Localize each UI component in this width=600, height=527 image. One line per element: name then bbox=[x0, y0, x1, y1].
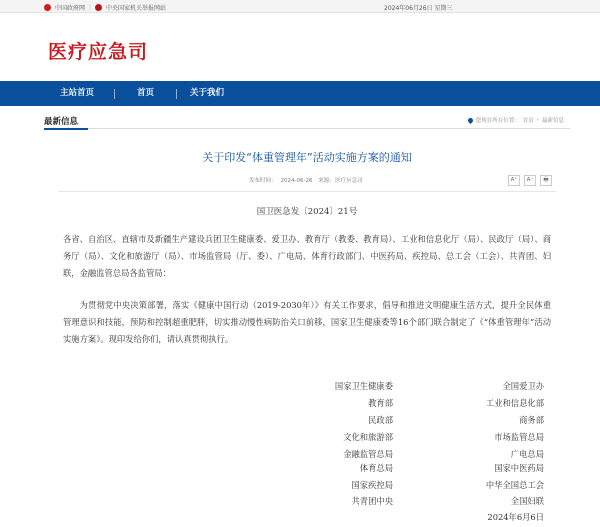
breadcrumb-home[interactable]: 首页 bbox=[522, 118, 534, 124]
font-increase-icon[interactable]: A⁺ bbox=[508, 175, 520, 186]
location-pin-icon bbox=[467, 116, 474, 123]
signatory-right: 全国妇联 bbox=[510, 496, 544, 506]
signatory-right: 工业和信息化部 bbox=[485, 398, 544, 408]
article-title: 关于印发“体重管理年”活动实施方案的通知 bbox=[202, 151, 412, 164]
signatory-right: 国家中医药局 bbox=[494, 463, 544, 473]
article-meta bbox=[249, 176, 367, 184]
source-label: 来源: bbox=[318, 178, 332, 184]
publish-date: 2024-06-26 bbox=[280, 178, 313, 184]
signatory-right: 中华全国总工会 bbox=[485, 480, 544, 490]
section-header bbox=[44, 112, 570, 129]
breadcrumb-separator: › bbox=[536, 117, 539, 123]
body-paragraph-main: 为贯彻党中央决策部署，落实《健康中国行动（2019-2030年）》有关工作要求，倡导和推进文明健康生活方式，提升全民体重管理意识和技能，预防和控制超重肥胖，切实推动慢性病防治关口前移，国家卫生健康委等16个部门联合制定了《“体重管理年”活动实施方案》。现印发给你们，请认真贯彻执行。 bbox=[63, 300, 551, 345]
top-utility-bar bbox=[0, 0, 600, 13]
party-emblem-icon bbox=[95, 4, 102, 11]
nav-item-about[interactable]: 关于我们 bbox=[190, 88, 225, 98]
signatory-left: 体育总局 bbox=[359, 463, 393, 473]
divider bbox=[58, 191, 556, 192]
nav-item-home[interactable]: 首页 bbox=[137, 88, 155, 98]
signatory-left: 民政部 bbox=[368, 415, 393, 425]
signatory-left: 金融监管总局 bbox=[343, 449, 393, 459]
signatory-left: 国家卫生健康委 bbox=[334, 381, 393, 391]
breadcrumb-label: 您现在所在位置： bbox=[475, 118, 520, 124]
report-site-link[interactable]: 中央国家机关举报网站 bbox=[106, 5, 167, 12]
separator: | bbox=[89, 4, 92, 11]
nav-divider bbox=[114, 89, 115, 99]
breadcrumb-current[interactable]: 最新信息 bbox=[541, 118, 564, 124]
main-nav bbox=[0, 81, 600, 106]
signatory-left: 国家疾控局 bbox=[351, 480, 393, 490]
signatory-left: 文化和旅游部 bbox=[343, 432, 393, 442]
breadcrumb bbox=[468, 116, 564, 124]
nav-divider bbox=[176, 89, 177, 99]
site-header bbox=[0, 13, 600, 81]
gov-site-link[interactable]: 中国政府网 bbox=[55, 5, 86, 12]
site-logo[interactable]: 医疗应急司 bbox=[48, 41, 149, 63]
signatory-right: 广电总局 bbox=[510, 449, 544, 459]
body-paragraph-recipients: 各省、自治区、直辖市及新疆生产建设兵团卫生健康委、爱卫办、教育厅（教委、教育局）、工业和信息化厅（局）、民政厅（局）、商务厅（局）、文化和旅游厅（局）、市场监管局（厅、委）、广电局、体育行政部门、中医药局、疾控局、总工会（工会）、共青团、妇联，金融监管总局各监管局： bbox=[63, 234, 551, 279]
article-tools bbox=[508, 175, 552, 186]
publish-date-label: 发布时间： bbox=[249, 178, 277, 184]
signatory-right: 商务部 bbox=[519, 415, 544, 425]
source-name: 医疗应急司 bbox=[335, 178, 363, 184]
signatory-left: 共青团中央 bbox=[351, 496, 393, 506]
document-number: 国卫医急发〔2024〕21号 bbox=[256, 207, 358, 217]
nav-item-main-home[interactable]: 主站首页 bbox=[60, 88, 95, 98]
issue-date: 2024年6月6日 bbox=[487, 512, 544, 522]
current-date: 2024年06月26日 星期三 bbox=[384, 5, 453, 12]
signatory-right: 全国爱卫办 bbox=[502, 381, 544, 391]
section-title: 最新信息 bbox=[44, 117, 79, 127]
print-icon[interactable]: 🖶 bbox=[540, 175, 552, 186]
national-emblem-icon bbox=[44, 4, 51, 11]
signatory-left: 教育部 bbox=[368, 398, 393, 408]
signatory-right: 市场监管总局 bbox=[494, 432, 544, 442]
font-decrease-icon[interactable]: A⁻ bbox=[524, 175, 536, 186]
